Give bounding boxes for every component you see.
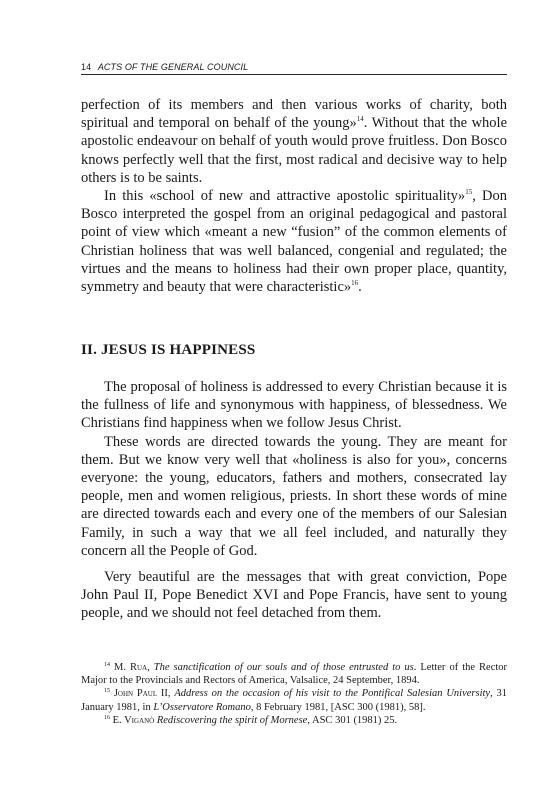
footnote-16: $^{16}$ E. Viganò Rediscovering the spirit of Mornese, ASC 301 (1981) 25. bbox=[104, 714, 398, 726]
running-header bbox=[81, 60, 507, 74]
paragraph-school: In this «school of new and attractive apostolic spirituality»$^{15}$, Don Bosco interpreted the gospel from an original pedagogical and pastoral point of view which «meant a new “fusion” of the common elements of Christian holiness that was well balanced, congenial and regulated; the virtues and the means to holiness had their own proper place, quantity, symmetry and beauty that were characteristic»$^{16}$. bbox=[81, 188, 507, 296]
section-heading: II. JESUS IS HAPPINESS bbox=[81, 342, 256, 358]
running-title: ACTS OF THE GENERAL COUNCIL bbox=[97, 62, 249, 72]
paragraph-continuation: perfection of its members and then various works of charity, both spiritual and temporal on behalf of the young»$^{14}$. Without that the whole apostolic endeavour on behalf of youth would prove fruitless. Don Bosco knows perfectly well that the first, most radical and decisive way to help others is to be saints. bbox=[81, 97, 508, 186]
paragraph-popes: Very beautiful are the messages that with great conviction, Pope John Paul II, Pope Benedict XVI and Pope Francis, have sent to young people, and we should not feel detached from them. bbox=[81, 569, 507, 622]
paragraph-young: These words are directed towards the young. They are meant for them. But we know very well that «holiness is also for you», concerns everyone: the young, educators, fathers and mothers, consecrated lay people, men and women religious, priests. In short these words of mine are directed towards each and every one of the members of our Salesian Family, in such a way that we all feel included, and naturally they concern all the People of God. bbox=[81, 433, 507, 559]
header-rule bbox=[81, 74, 507, 75]
footnote-ref: 15 bbox=[465, 188, 473, 197]
footnote-ref: 16 bbox=[351, 279, 359, 288]
section-text-block bbox=[81, 378, 507, 623]
footnote-14: $^{14}$ M. Rua, The sanctification of our souls and of those entrusted to us. Letter of the Rector Major to the Provincials and Rectors of America, Valsalice, 24 September, 1894. bbox=[81, 662, 508, 687]
paragraph-holiness: The proposal of holiness is addressed to every Christian because it is the fullness of life and synonymous with happiness, of blessedness. We Christians find happiness when we follow Jesus Christ. bbox=[81, 379, 507, 432]
footnote-15: $^{15}$ John Paul II, Address on the occasion of his visit to the Pontifical Salesian University, 31 January 1981, in L’Osservatore Romano, 8 February 1981, [ASC 300 (1981), 58]. bbox=[81, 688, 508, 713]
footnotes bbox=[81, 661, 507, 727]
page-number: 14 bbox=[81, 62, 92, 72]
footnote-ref: 14 bbox=[356, 115, 364, 124]
top-text-block bbox=[81, 96, 507, 296]
